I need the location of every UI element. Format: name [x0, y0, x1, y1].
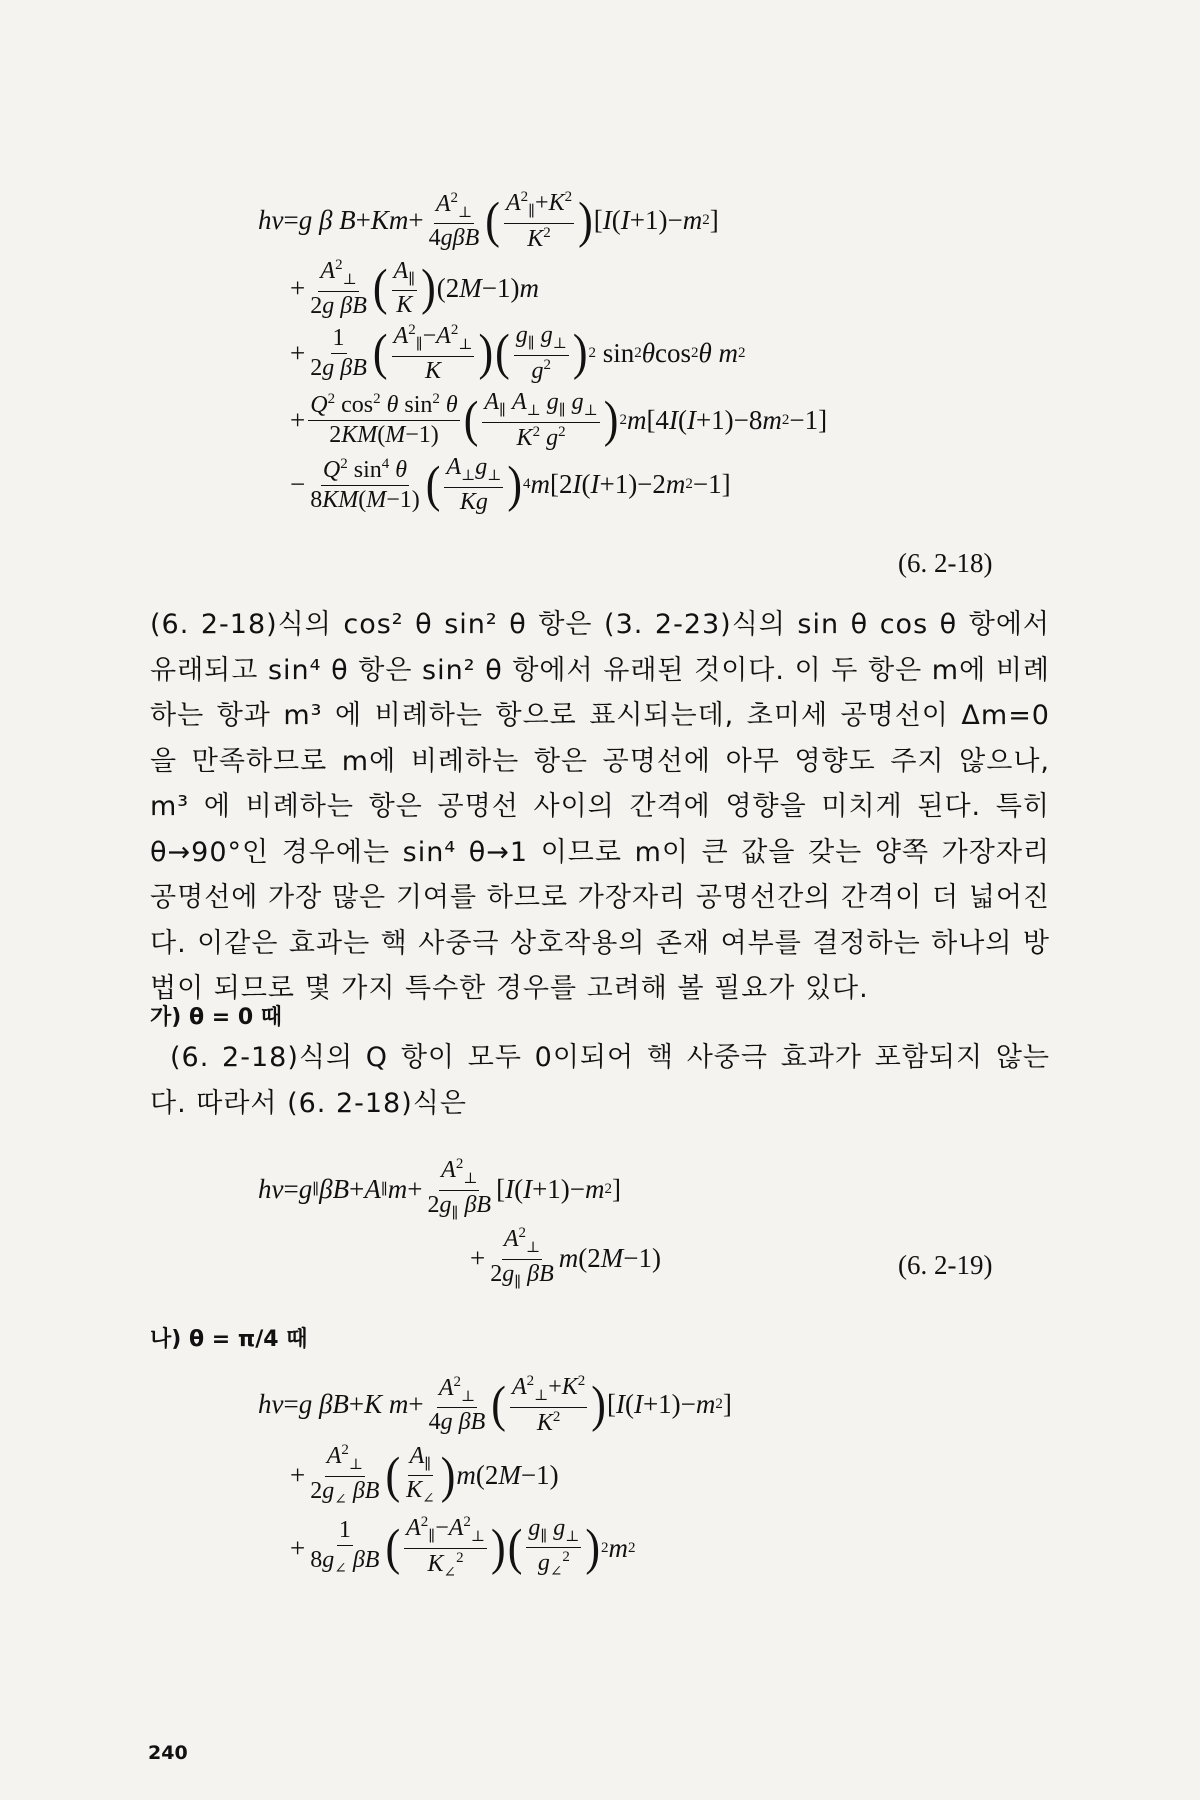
- case-a-text: (6. 2-18)식의 Q 항이 모두 0이되어 핵 사중극 효과가 포함되지 않는다. 따라서 (6. 2-18)식은: [150, 1042, 1050, 1119]
- equation-6-2-18-line-4: + $\frac{Q^2 \cos^2 \theta \sin^2 \theta}{2KM(M-1)}$ ( $\frac{A_\parallel A_\perp g_\parallel g_\perp}{K^2 g^2}$ ) 2 m [4 I ( I +1)−8 m 2 −1]: [290, 389, 828, 451]
- equation-6-2-18-line-3: + $\frac{1}{\text{2g βB}}$ ( $\frac{A^2_\parallel-A^2_\perp}{K}$ ) ( $\frac{g_\parallel g_\perp}{g^2}$ ) 2 sin 2 θ cos 2 θ m 2: [290, 322, 746, 384]
- body-paragraph-1: [150, 602, 1050, 1012]
- equation-6-2-18-line-1: hν = g β B + Km + $\frac{A^2_\perp}{\text{4gβB}}$ ( $\frac{A^2_\parallel+K^2}{K^2}$ ) [ I ( I +1)− m 2 ]: [258, 189, 719, 252]
- equation-pi-over-4-line-3: + $\frac{1}{8g_\angle \beta B}$ ( $\frac{A^2_\parallel-A^2_\perp}{K_\angle^2}$ ) ( $\frac{g_\parallel g_\perp}{g_\angle^2}$ ) 2 m 2: [290, 1514, 636, 1581]
- equation-number-6-2-19: (6. 2-19): [898, 1250, 993, 1280]
- equation-6-2-19-line-2: + $\frac{A^2_\perp}{2g_\parallel \beta B}$ m (2 M −1): [470, 1225, 662, 1291]
- equation-6-2-19-line-1: hν = g ∥ βB + A ∥ m + $\frac{A^2_\perp}{2g_\parallel \beta B}$ [ I ( I +1)− m 2 ]: [258, 1156, 622, 1222]
- equation-6-2-18-line-2: + $\frac{A^2_\perp}{\text{2g βB}}$ ( $\frac{A_\parallel}{K}$ ) (2 M −1) m: [290, 257, 539, 319]
- paragraph-1-text: (6. 2-18)식의 cos² θ sin² θ 항은 (3. 2-23)식의 sin θ cos θ 항에서 유래되고 sin⁴ θ 항은 sin² θ 항에서 유래된 것이다. 이 두 항은 m에 비례하는 항과 m³ 에 비례하는 항으로 표시되는데, 초미세 공명선이 Δm=0을 만족하므로 m에 비례하는 항은 공명선에 아무 영향도 주지 않으나, m³ 에 비례하는 항은 공명선 사이의 간격에 영향을 미치게 된다. 특히 θ→90°인 경우에는 sin⁴ θ→1 이므로 m이 큰 값을 갖는 양쪽 가장자리 공명선에 가장 많은 기여를 하므로 가장자리 공명선간의 간격이 더 넓어진다. 이같은 효과는 핵 사중극 상호작용의 존재 여부를 결정하는 하나의 방법이 되므로 몇 가지 특수한 경우를 고려해 볼 필요가 있다.: [150, 609, 1050, 1004]
- equation-pi-over-4-line-2: + $\frac{A^2_\perp}{2g_\angle \beta B}$ ( $\frac{A_\parallel}{K_\angle}$ ) m (2 M −1): [290, 1442, 559, 1508]
- equation-number-6-2-18: (6. 2-18): [898, 548, 993, 578]
- page-number: 240: [148, 1742, 188, 1764]
- case-a-label: 가) θ = 0 때: [150, 1005, 283, 1030]
- case-b-label: 나) θ = π/4 때: [150, 1327, 308, 1352]
- equation-6-2-18-line-5: − $\frac{Q^2 \sin^4 \theta}{8KM(M-1)}$ ( $\frac{A_\perp g_\perp}{Kg}$ ) 4 m [2 I ( I +1)−2 m 2 −1]: [290, 454, 731, 515]
- equation-pi-over-4-line-1: hν = g βB + K m + $\frac{A^2_\perp}{\text{4g βB}}$ ( $\frac{A^2_\perp+K^2}{K^2}$ ) [ I ( I +1)− m 2 ]: [258, 1373, 732, 1436]
- case-a-paragraph: [150, 1035, 1050, 1126]
